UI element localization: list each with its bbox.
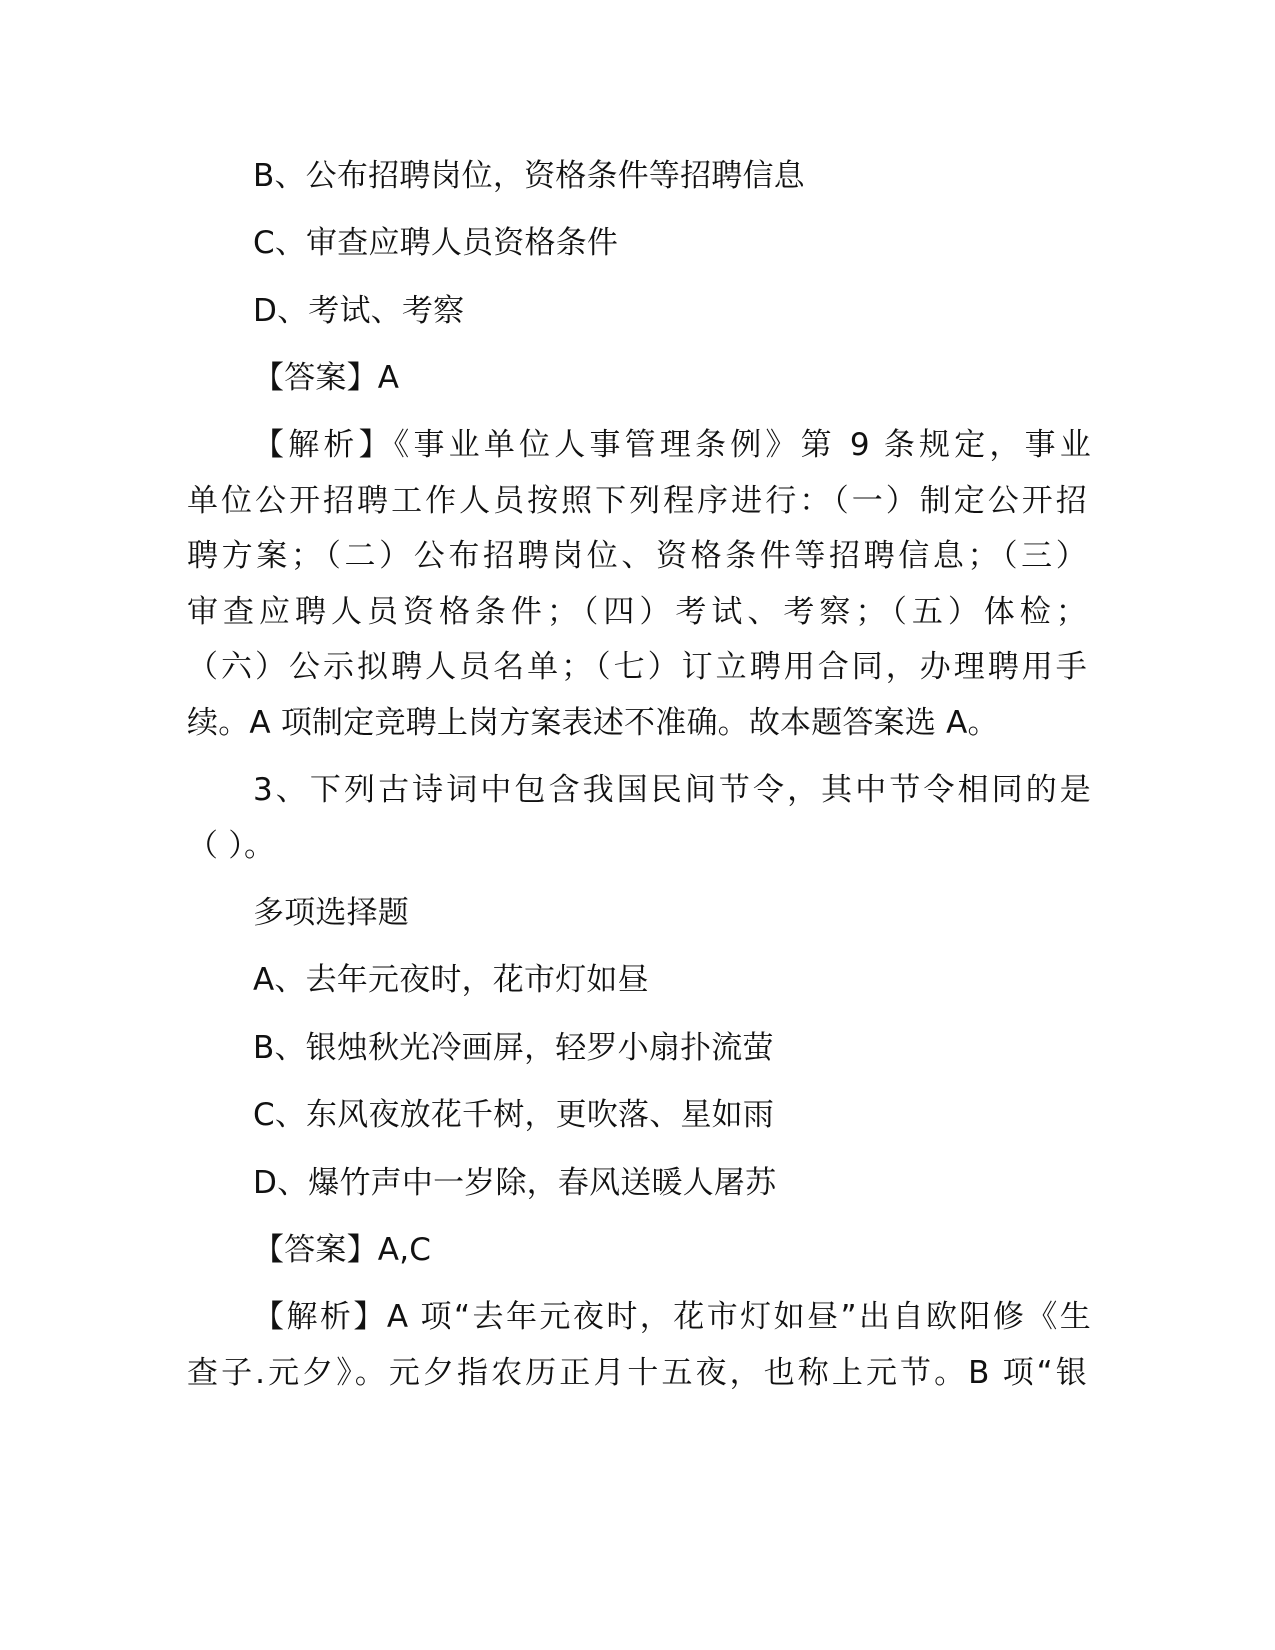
q2-answer: 【答案】A — [253, 360, 400, 396]
q3-question-type: 多项选择题 — [253, 895, 409, 931]
q2-analysis-line-1: 【解析】《事业单位人事管理条例》第 9 条规定，事业 — [253, 427, 1091, 463]
q3-option-b: B、银烛秋光冷画屏，轻罗小扇扑流萤 — [253, 1030, 774, 1066]
q2-option-d: D、考试、考察 — [253, 293, 465, 329]
q2-option-b: B、公布招聘岗位，资格条件等招聘信息 — [253, 158, 805, 194]
q3-answer: 【答案】A,C — [253, 1232, 432, 1268]
q2-analysis-line-5: （六）公示拟聘人员名单；（七）订立聘用合同，办理聘用手 — [187, 649, 1087, 685]
q2-analysis-line-4: 审查应聘人员资格条件；（四）考试、考察；（五）体检； — [187, 594, 1087, 630]
q3-option-a: A、去年元夜时，花市灯如昼 — [253, 962, 649, 998]
q3-option-c: C、东风夜放花千树，更吹落、星如雨 — [253, 1097, 775, 1133]
q2-analysis-line-6: 续。A 项制定竞聘上岗方案表述不准确。故本题答案选 A。 — [187, 705, 999, 741]
q2-option-c: C、审查应聘人员资格条件 — [253, 225, 619, 261]
q2-analysis-line-2: 单位公开招聘工作人员按照下列程序进行：（一）制定公开招 — [187, 483, 1087, 519]
q3-option-d: D、爆竹声中一岁除，春风送暖人屠苏 — [253, 1165, 777, 1201]
q3-analysis-line-2: 查子.元夕》。元夕指农历正月十五夜，也称上元节。B 项“银 — [187, 1355, 1087, 1391]
q3-stem-line-2: （ ）。 — [187, 828, 276, 864]
q3-analysis-line-1: 【解析】A 项“去年元夜时，花市灯如昼”出自欧阳修《生 — [253, 1299, 1091, 1335]
q3-stem-line-1: 3、下列古诗词中包含我国民间节令，其中节令相同的是 — [253, 772, 1091, 808]
q2-analysis-line-3: 聘方案；（二）公布招聘岗位、资格条件等招聘信息；（三） — [187, 538, 1087, 574]
